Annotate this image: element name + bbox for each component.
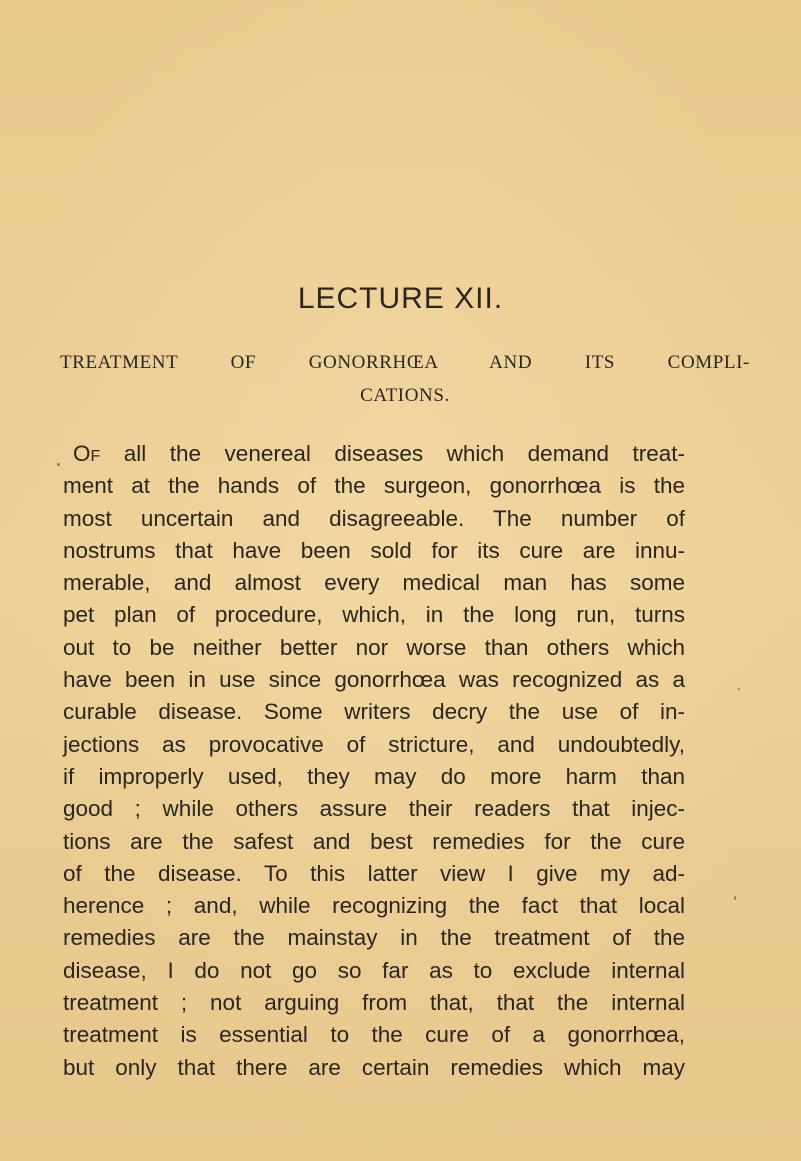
paragraph-line: treatment is essential to the cure of a gonorrhœa, bbox=[63, 1022, 685, 1048]
paragraph-line-1 bbox=[63, 438, 685, 470]
paragraph-line: herence ; and, while recognizing the fact that local bbox=[63, 893, 685, 919]
paragraph-line: disease, I do not go so far as to exclude internal bbox=[63, 957, 685, 983]
paragraph-line: curable disease. Some writers decry the use of in- bbox=[63, 699, 685, 725]
paper-speck bbox=[57, 463, 60, 466]
lecture-heading: LECTURE XII. bbox=[297, 282, 504, 315]
paragraph-line: nostrums that have been sold for its cure are innu- bbox=[63, 537, 685, 563]
paragraph-line: but only that there are certain remedies which may bbox=[63, 1054, 685, 1080]
paragraph-line-1-text: all the venereal diseases which demand treat- bbox=[100, 441, 685, 466]
body-paragraph bbox=[63, 438, 685, 1084]
paragraph-line: ment at the hands of the surgeon, gonorrhœa is the bbox=[63, 473, 685, 499]
subheading-line-2: CATIONS. bbox=[360, 385, 450, 406]
paragraph-line: treatment ; not arguing from that, that the internal bbox=[63, 990, 685, 1016]
subheading-line-1: TREATMENT OF GONORRHŒA AND ITS COMPLI- bbox=[60, 352, 750, 373]
dropcap-word: Of bbox=[73, 441, 101, 466]
paragraph-line: tions are the safest and best remedies for the cure bbox=[63, 828, 685, 854]
paper-speck bbox=[734, 896, 736, 900]
paragraph-line: most uncertain and disagreeable. The number of bbox=[63, 505, 685, 531]
paragraph-line: out to be neither better nor worse than others which bbox=[63, 634, 685, 660]
paragraph-line: jections as provocative of stricture, and undoubtedly, bbox=[63, 731, 685, 757]
paragraph-line: merable, and almost every medical man has some bbox=[63, 570, 685, 596]
paragraph-line: of the disease. To this latter view I give my ad- bbox=[63, 860, 685, 886]
paragraph-line: have been in use since gonorrhœa was recognized as a bbox=[63, 667, 685, 693]
paragraph-line: pet plan of procedure, which, in the long run, turns bbox=[63, 602, 685, 628]
paragraph-line: good ; while others assure their readers that injec- bbox=[63, 796, 685, 822]
paragraph-line: remedies are the mainstay in the treatment of the bbox=[63, 925, 685, 951]
chapter-subheading bbox=[60, 346, 750, 412]
paragraph-line: if improperly used, they may do more harm than bbox=[63, 763, 685, 789]
paper-speck bbox=[738, 688, 740, 690]
